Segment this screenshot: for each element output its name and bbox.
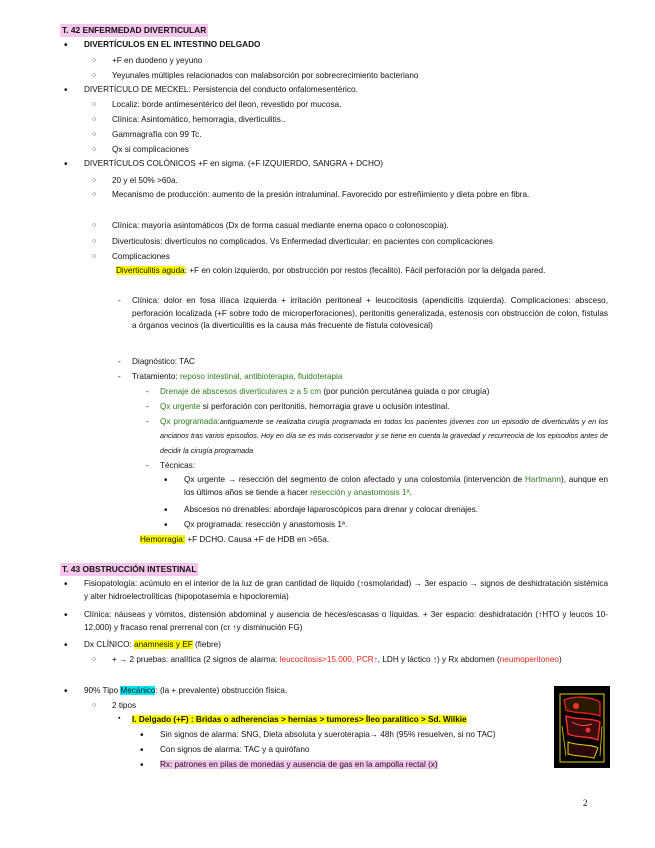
section-title-42: T. 42 ENFERMEDAD DIVERTICULAR <box>60 24 208 37</box>
highlight-label: Diverticulitis aguda <box>116 266 185 275</box>
con-signos-alarma: • Con signos de alarma: TAC y a quirófano <box>160 744 309 757</box>
abdominal-xray-image <box>554 686 610 768</box>
subitem: ○ Yeyunales múltiples relacionados con malabsorción por sobrecrecimiento bacteriano <box>112 70 418 83</box>
subitem: ○ Qx si complicaciones <box>112 144 189 157</box>
subitem: ○ Gammagrafía con 99 Tc. <box>112 129 202 142</box>
tratamiento: - Tratamiento: reposo intestinal, antibioterapia, fluidoterapia <box>132 371 342 384</box>
pruebas: ○ + → 2 pruebas: analítica (2 signos de alarma: leucocitosis>15.000, PCR↑, LDH y láctico ↑) y Rx abdomen (neumoperitoneo) <box>112 654 608 667</box>
subitem: ○ +F en duodeno y yeyuno <box>112 55 202 68</box>
clinica-obstruccion: • Clínica: náuseas y vómitos, distensión abdominal y ausencia de heces/escasas o líquidas. + 3er espacio: deshidratación (↑HTO y leucos 10-12.000) y fracaso renal prerrenal con (cr ↑y disminución FG) <box>84 609 608 634</box>
qx-programada: - Qx programada:antiguamente se realizaba cirugía programada en todos los pacientes jóvenes con un episodio de diverticulitis y en los ancianos tras varios episodios. Hoy en día se es más conservador y se tiene en cuenta la gravedad y recurrencia de los episodios antes de decidir la cirugía programada <box>160 415 608 458</box>
item-intestino-delgado: • DIVERTÍCULOS EN EL INTESTINO DELGADO <box>84 39 260 52</box>
dos-tipos: ○ 2 tipos <box>112 700 136 713</box>
page-number: 2 <box>583 798 588 808</box>
subitem-mecanismo: ○ Mecanismo de producción: aumento de la presión intraluminal. Favorecido por estreñimiento y dieta pobre en fibra. <box>112 189 608 202</box>
tecnica-abscesos: • Abscesos no drenables: abordaje laparoscópicos para drenar y colocar drenajes. <box>184 504 478 517</box>
xray-drawing <box>554 686 610 768</box>
fisiopatologia: • Fisiopatología: acúmulo en el interior de la luz de gran cantidad de líquido (↑osmolaridad) → 3er espacio → signos de deshidratación sistémica y alter hidroelectrolíticas (hipopotasemia e hipocloremia) <box>84 578 608 603</box>
item-colonicos: • DIVERTÍCULOS COLÓNICOS +F en sigma. (+F IZQUIERDO, SANGRA + DCHO) <box>84 158 383 171</box>
section-title-43: T. 43 OBSTRUCCIÓN INTESTINAL <box>60 563 198 576</box>
tipo-mecanico: • 90% Tipo Mecánico: (la + prevalente) obstrucción física. <box>84 685 287 698</box>
clinica-aguda: - Clínica: dolor en fosa ilíaca izquierda + irritación peritoneal + leucocitosis (apendicitis izquierda). Complicaciones: absceso, perforación localizada (+F sobre todo de microperforaciones), peritonitis generalizada, estenosis con obstrucción de colon, fístulas a órganos vecinos (la diverticulitis es la causa más frecuente de fístula colovesical) <box>132 295 608 333</box>
sin-signos-alarma: • Sin signos de alarma: SNG, Dieta absoluta y sueroterapia→ 48h (95% resuelven, si no TAC) <box>160 729 496 742</box>
subitem: ○ Clínica: Asintomático, hemorragia, diverticulitis.. <box>112 114 285 127</box>
subitem: ○ Localiz: borde antimesentérico del íleon, revestido por mucosa. <box>112 99 341 112</box>
tecnica-programada: • Qx programada: resección y anastomosis 1ª. <box>184 519 347 532</box>
dx-clinico: • Dx CLÍNICO: anamnesis y EF (fiebre) <box>84 639 221 652</box>
subitem: ○ Diverticulosis: divertículos no complicados. Vs Enfermedad diverticular: en pacientes con complicaciones <box>112 236 493 249</box>
tecnicas: - Técnicas: <box>160 460 195 473</box>
item-meckel: • DIVERTÍCULO DE MECKEL: Persistencia del conducto onfalomesentérico. <box>84 84 358 97</box>
subitem: ○ Complicaciones <box>112 251 170 264</box>
subitem: ○ Clínica: mayoría asintomáticos (Dx de forma casual mediante enema opaco o colonoscopia). <box>112 220 449 233</box>
diagnostico: - Diagnóstico: TAC <box>132 356 195 369</box>
tecnica-urgente: • Qx urgente → resección del segmento de colon afectado y una colostomía (intervención de Hartmann), aunque en los últimos años se tiende a hacer resección y anastomosis 1ª. <box>184 474 608 499</box>
rx-patrones: • Rx: patrones en pilas de monedas y ausencia de gas en la ampolla rectal (x) <box>160 759 438 772</box>
intestino-delgado: ▪ I. Delgado (+F) : Bridas o adherencias > hernias > tumores> Íleo paralítico > Sd. Wilkie <box>132 714 467 727</box>
qx-urgente: - Qx urgente si perforación con peritonitis, hemorragia grave u oclusión intestinal. <box>160 401 449 414</box>
diverticulitis-aguda: Diverticulitis aguda: +F en colon izquierdo, por obstrucción por restos (fecalito). Fácil perforación por la delgada pared. <box>116 266 546 275</box>
drenaje: - Drenaje de abscesos diverticulares ≥ a 5 cm (por punción percutánea guiada o por cirugía) <box>160 386 489 399</box>
subitem: ○ 20 y el 50% >60a. <box>112 175 178 188</box>
hemorragia: Hemorragia: +F DCHO. Causa +F de HDB en >65a. <box>140 535 330 544</box>
